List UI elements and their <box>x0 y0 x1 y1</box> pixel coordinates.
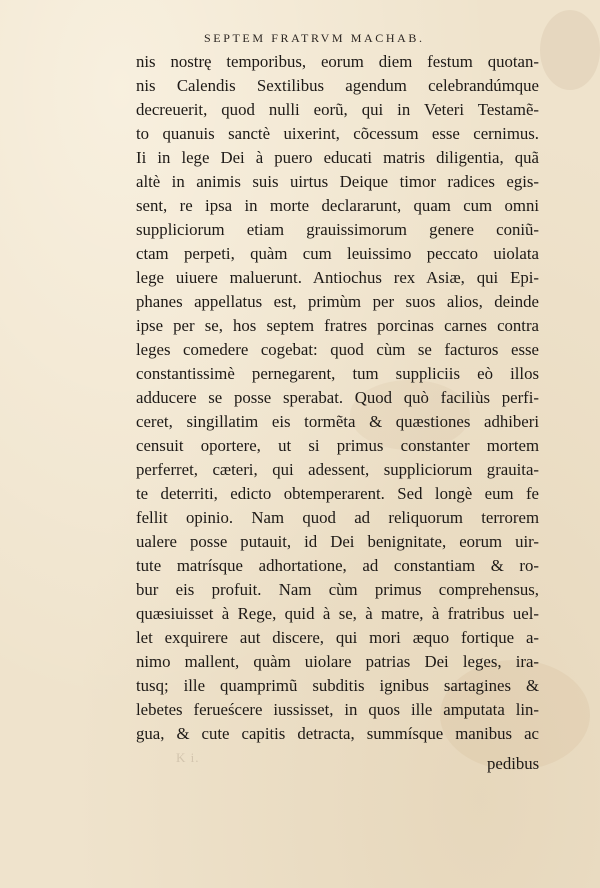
text-line: censuit oportere, ut si primus constanter mortem <box>136 436 539 455</box>
text-line: te deterriti, edicto obtemperarent. Sed longè eum fe <box>136 484 539 503</box>
text-line: lege uiuere maluerunt. Antiochus rex Asiæ, qui Epi- <box>136 268 539 287</box>
text-line: quæsiuisset à Rege, quid à se, à matre, à fratribus uel- <box>136 604 539 623</box>
text-line: tusq; ille quamprimũ subditis ignibus sartagines & <box>136 676 539 695</box>
text-line: nimo mallent, quàm uiolare patrias Dei leges, ira- <box>136 652 539 671</box>
catchword: pedibus <box>487 754 540 773</box>
text-line: ceret, singillatim eis tormẽta & quæstiones adhiberi <box>136 412 539 431</box>
text-line: constantissimè pernegarent, tum suppliciis eò illos <box>136 364 539 383</box>
running-head: SEPTEM FRATRVM MACHAB. <box>204 31 425 45</box>
text-line: ctam perpeti, quàm cum leuissimo peccato uiolata <box>136 244 539 263</box>
signature-mark: K i. <box>176 750 200 765</box>
text-line: nis nostrę temporibus, eorum diem festum quotan- <box>136 52 539 71</box>
text-line: bur eis profuit. Nam cùm primus comprehensus, <box>136 580 539 599</box>
paper-stain <box>540 10 600 90</box>
text-line: tute matrísque adhortatione, ad constantiam & ro- <box>136 556 539 575</box>
text-line: nis Calendis Sextilibus agendum celebrandúmque <box>136 76 539 95</box>
text-line: phanes appellatus est, primùm per suos alios, deinde <box>136 292 539 311</box>
text-line: let exquirere aut discere, qui mori æquo fortique a- <box>136 628 539 647</box>
text-line: ipse per se, hos septem fratres porcinas carnes contra <box>136 316 539 335</box>
text-line: sent, re ipsa in morte declararunt, quam cum omni <box>136 196 539 215</box>
text-line: fellit opinio. Nam quod ad reliquorum terrorem <box>136 508 539 527</box>
text-line: leges comedere cogebat: quod cùm se facturos esse <box>136 340 539 359</box>
text-line: lebetes ferueścere iussisset, in quos ille amputata lin- <box>136 700 539 719</box>
text-line: adducere se posse sperabat. Quod quò faciliùs perfi- <box>136 388 539 407</box>
text-line: perferret, cæteri, qui adessent, suppliciorum grauita- <box>136 460 539 479</box>
text-line: Ii in lege Dei à puero educati matris diligentia, quã <box>136 148 539 167</box>
text-line: altè in animis suis uirtus Deique timor radices egis- <box>136 172 539 191</box>
text-line: suppliciorum etiam grauissimorum genere coniũ- <box>136 220 539 239</box>
text-line: ualere posse putauit, id Dei benignitate, eorum uir- <box>136 532 539 551</box>
text-line: gua, & cute capitis detracta, summísque manibus ac <box>136 724 539 743</box>
text-line: to quanuis sanctè uixerint, cõcessum esse cernimus. <box>136 124 539 143</box>
text-line: decreuerit, quod nulli eorũ, qui in Veteri Testamẽ- <box>136 100 539 119</box>
